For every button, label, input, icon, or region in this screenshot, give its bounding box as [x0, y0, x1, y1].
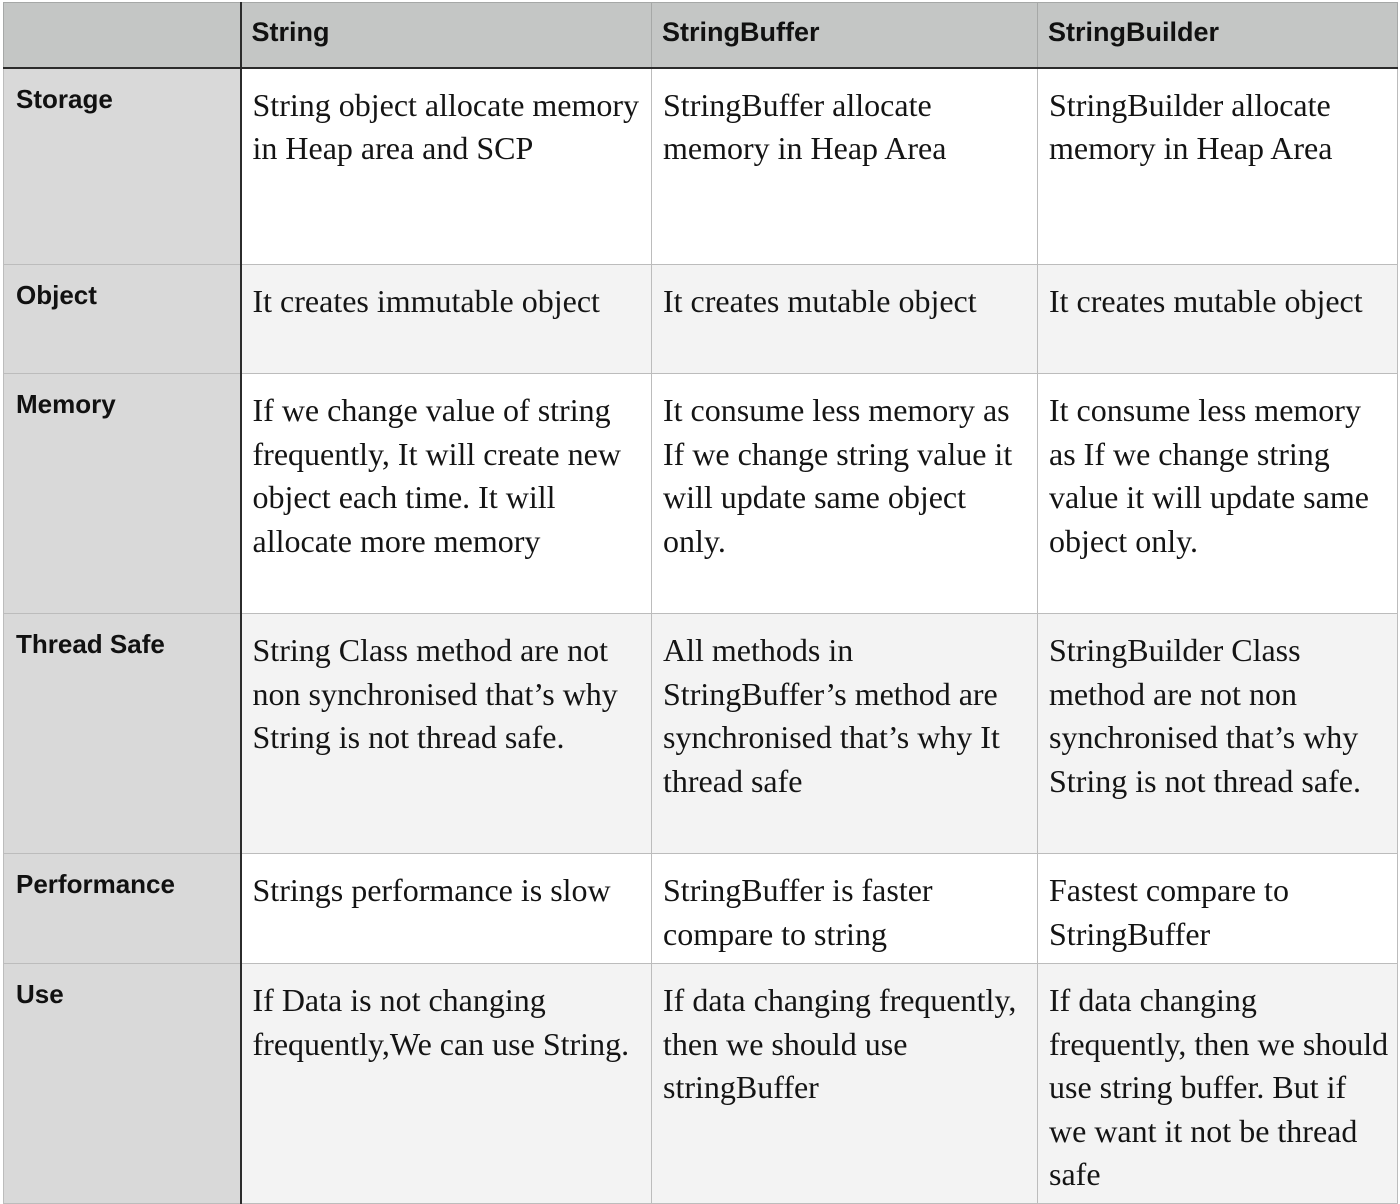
- cell-object-string: It creates immutable object: [241, 265, 652, 374]
- cell-thread-safe-stringbuffer: All methods in StringBuffer’s method are synchronised that’s why It thread safe: [652, 614, 1038, 854]
- row-label-use: Use: [4, 964, 241, 1204]
- table-row-use: [4, 964, 1398, 1204]
- cell-storage-string: String object allocate memory in Heap area and SCP: [241, 68, 652, 265]
- row-label-object: Object: [4, 265, 241, 374]
- column-header-stringbuilder: StringBuilder: [1038, 3, 1398, 68]
- table-row-object: [4, 265, 1398, 374]
- cell-storage-stringbuilder: StringBuilder allocate memory in Heap Area: [1038, 68, 1398, 265]
- cell-memory-string: If we change value of string frequently, It will create new object each time. It will allocate more memory: [241, 374, 652, 614]
- row-label-storage: Storage: [4, 68, 241, 265]
- cell-thread-safe-string: String Class method are not non synchronised that’s why String is not thread safe.: [241, 614, 652, 854]
- column-header-string: String: [241, 3, 652, 68]
- cell-object-stringbuffer: It creates mutable object: [652, 265, 1038, 374]
- cell-performance-stringbuilder: Fastest compare to StringBuffer: [1038, 854, 1398, 964]
- table-row-performance: [4, 854, 1398, 964]
- row-label-memory: Memory: [4, 374, 241, 614]
- cell-memory-stringbuffer: It consume less memory as If we change string value it will update same object only.: [652, 374, 1038, 614]
- cell-performance-string: Strings performance is slow: [241, 854, 652, 964]
- corner-header-cell: [4, 3, 241, 68]
- cell-thread-safe-stringbuilder: StringBuilder Class method are not non synchronised that’s why String is not thread safe.: [1038, 614, 1398, 854]
- cell-use-stringbuffer: If data changing frequently, then we should use stringBuffer: [652, 964, 1038, 1204]
- row-label-performance: Performance: [4, 854, 241, 964]
- comparison-table: [3, 2, 1398, 1204]
- cell-object-stringbuilder: It creates mutable object: [1038, 265, 1398, 374]
- cell-storage-stringbuffer: StringBuffer allocate memory in Heap Area: [652, 68, 1038, 265]
- header-row: [4, 3, 1398, 68]
- cell-performance-stringbuffer: StringBuffer is faster compare to string: [652, 854, 1038, 964]
- cell-use-stringbuilder: If data changing frequently, then we should use string buffer. But if we want it not be thread safe: [1038, 964, 1398, 1204]
- cell-memory-stringbuilder: It consume less memory as If we change string value it will update same object only.: [1038, 374, 1398, 614]
- table-row-storage: [4, 68, 1398, 265]
- table-row-thread-safe: [4, 614, 1398, 854]
- cell-use-string: If Data is not changing frequently,We can use String.: [241, 964, 652, 1204]
- row-label-thread-safe: Thread Safe: [4, 614, 241, 854]
- table-row-memory: [4, 374, 1398, 614]
- column-header-stringbuffer: StringBuffer: [652, 3, 1038, 68]
